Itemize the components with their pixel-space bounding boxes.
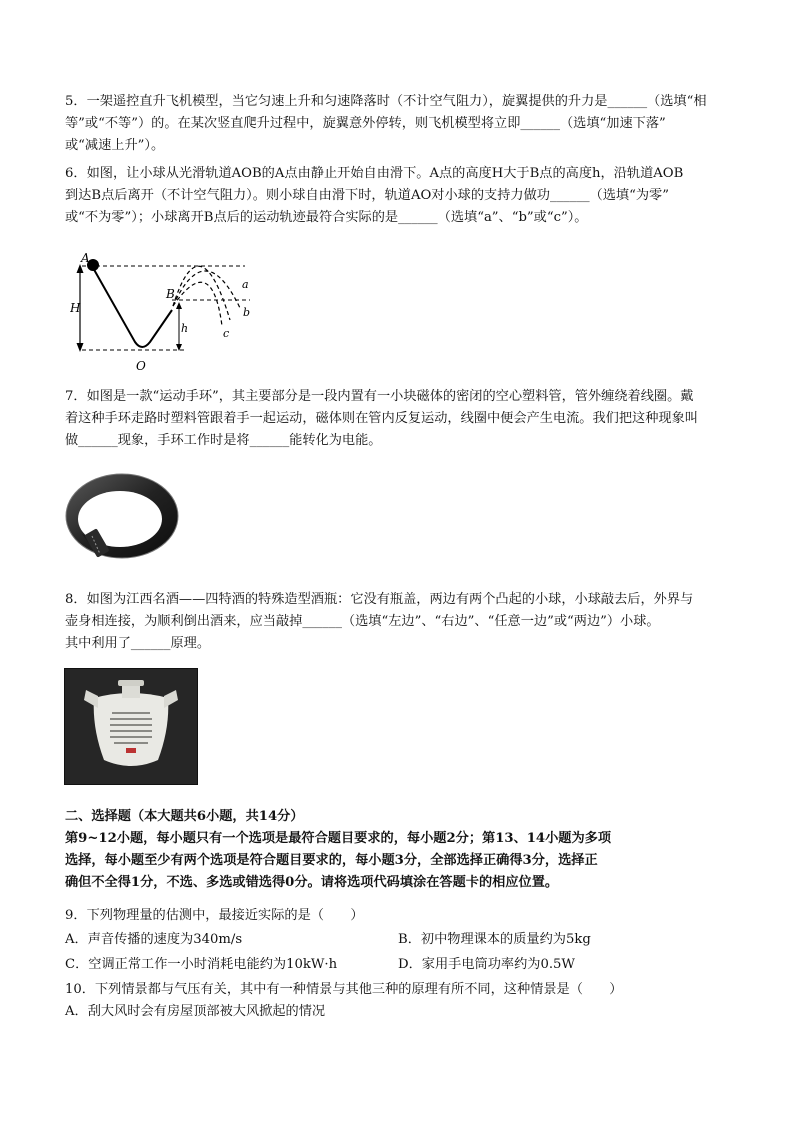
label-c: c (223, 327, 230, 340)
q7-line3: 做______现象，手环工作时是将______能转化为电能。 (65, 433, 382, 448)
q7-line2: 着这种手环走路时塑料管跟着手一起运动，磁体则在管内反复运动，线圈中便会产生电流。我们把这种现象叫 (65, 411, 698, 426)
q10-stem: 10．下列情景都与气压有关，其中有一种情景与其他三种的原理有所不同，这种情景是（ ） (65, 982, 623, 997)
q9-option-d: D．家用手电筒功率约为0.5W (398, 957, 575, 972)
label-b: b (243, 306, 251, 319)
q7-line1: 7．如图是一款“运动手环”，其主要部分是一段内置有一小块磁体的密闭的空心塑料管，管外缠绕着线圈。戴 (65, 389, 694, 404)
q8-line3: 其中利用了______原理。 (65, 636, 211, 651)
wine-bottle-photo (64, 668, 198, 785)
label-B: B (166, 287, 175, 301)
q9-stem: 9．下列物理量的估测中，最接近实际的是（ ） (65, 908, 364, 923)
q5-line1: 5．一架遥控直升飞机模型，当它匀速上升和匀速降落时（不计空气阻力），旋翼提供的升力是______（选填“相 (65, 94, 707, 109)
q9-option-b: B．初中物理课本的质量约为5kg (398, 932, 591, 947)
question-9-stem (65, 905, 735, 927)
question-6 (65, 163, 735, 229)
q8-line1: 8．如图为江西名酒——四特酒的特殊造型酒瓶：它没有瓶盖，两边有两个凸起的小球，小球敲去后，外界与 (65, 592, 694, 607)
question-10 (65, 979, 735, 1023)
q5-line2: 等”或“不等”）的。在某次竖直爬升过程中，旋翼意外停转，则飞机模型将立即______（选填“加速下落” (65, 116, 666, 131)
section-2-heading: 二、选择题（本大题共6小题，共14分） (65, 809, 304, 824)
section-2 (65, 806, 735, 894)
q9-option-a: A．声音传播的速度为340m/s (65, 932, 243, 947)
question-8 (65, 589, 735, 655)
question-5 (65, 91, 735, 157)
q10-option-a: A．刮大风时会有房屋顶部被大风掀起的情况 (65, 1004, 326, 1019)
section-2-instruction-2: 选择，每小题至少有两个选项是符合题目要求的，每小题3分，全部选择正确得3分，选择正 (65, 853, 598, 868)
section-2-instruction-3: 确但不全得1分，不选、多选或错选得0分。请将选项代码填涂在答题卡的相应位置。 (65, 875, 559, 890)
wristband-photo (62, 464, 186, 569)
q6-line3: 或“不为零”）；小球离开B点后的运动轨迹最符合实际的是______（选填“a”、“b”或“c”）。 (65, 210, 588, 225)
section-2-instruction-1: 第9~12小题，每小题只有一个选项是最符合题目要求的，每小题2分；第13、14小题为多项 (65, 831, 612, 846)
q6-line1: 6．如图，让小球从光滑轨道AOB的A点由静止开始自由滑下。A点的高度H大于B点的高度h，沿轨道AOB (65, 166, 684, 181)
q9-option-c: C．空调正常工作一小时消耗电能约为10kW·h (65, 957, 338, 972)
q6-line2: 到达B点后离开（不计空气阻力）。则小球自由滑下时，轨道AO对小球的支持力做功______（选填“为零” (65, 188, 669, 203)
label-A: A (81, 251, 90, 265)
q8-line2: 壶身相连接，为顺利倒出酒来，应当敲掉______（选填“左边”、“右边”、“任意一边”或“两边”）小球。 (65, 614, 660, 629)
question-7 (65, 386, 735, 452)
label-O: O (136, 359, 146, 373)
label-a: a (242, 278, 249, 291)
track-diagram (70, 240, 260, 375)
label-h: h (181, 322, 189, 335)
label-H: H (70, 301, 81, 315)
q5-line3: 或“减速上升”）。 (65, 138, 165, 153)
